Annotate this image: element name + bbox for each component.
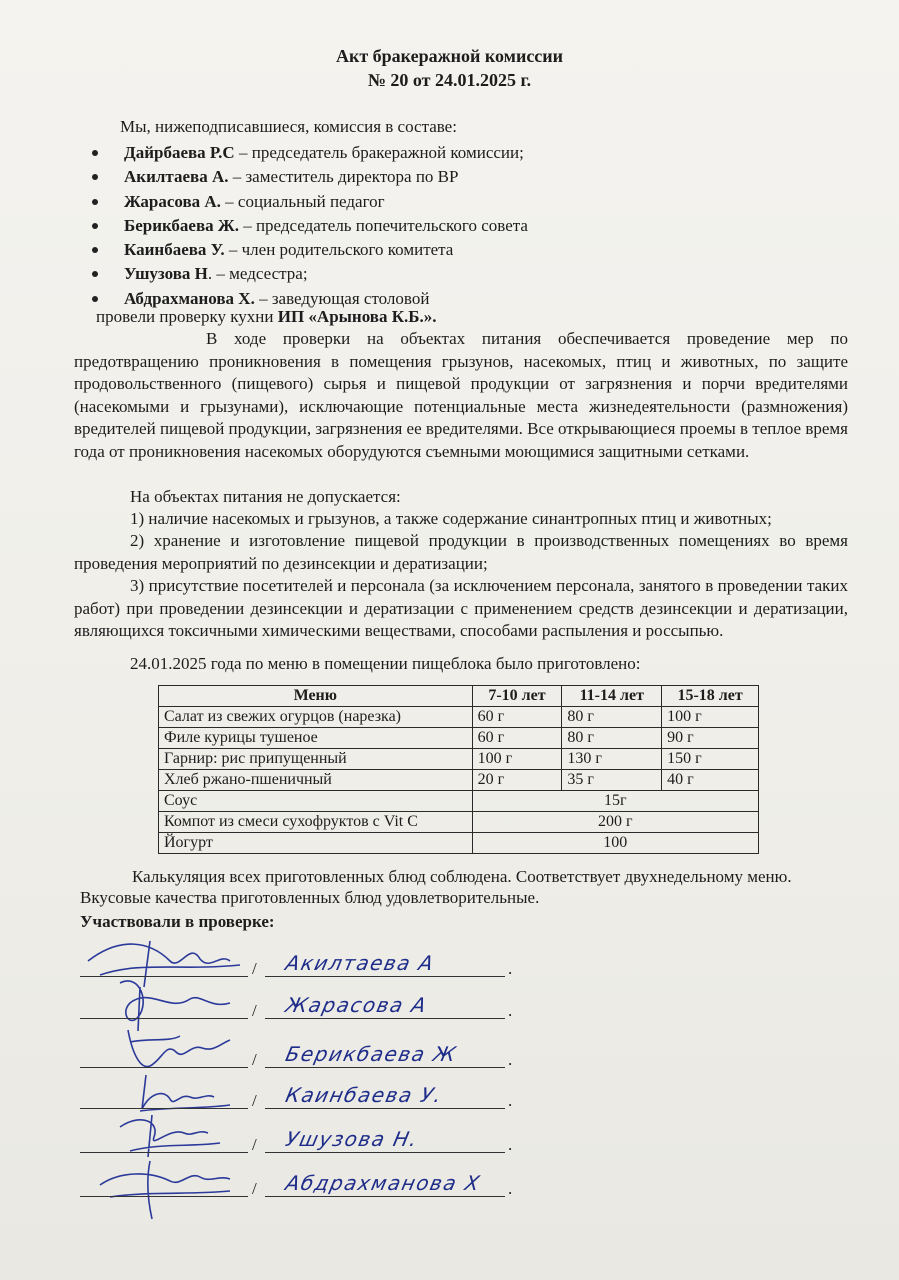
signature-row <box>80 987 520 1027</box>
handwritten-name: Акилтаева А <box>283 951 437 975</box>
member-name: Каинбаева У. <box>124 240 225 260</box>
member-role: – заведующая столовой <box>254 288 430 308</box>
portion-cell: 100 г <box>662 707 759 728</box>
separator-slash: / <box>252 1179 257 1198</box>
portion-cell-merged: 15г <box>472 791 758 812</box>
member-item <box>86 165 528 189</box>
paragraph-measures: В ходе проверки на объектах питания обеспечивается проведение мер по предотвращению проникновения в помещения грызунов, насекомых, птиц и животных, по защите продовольственного (пищевого) сырья и пищевой продукции от загрязнения и порчи вредителями (насекомыми и грызунами), исключающие потенциальные места жизнедеятельности (размножения) вредителей пищевой продукции, загрязнения ее вредителями. Все открывающиеся проемы в теплое время года от проникновения насекомых оборудуются съемными моющимися защитными сетками. <box>74 329 848 461</box>
member-name: Акилтаева А. <box>124 167 229 187</box>
conclusion-text: Калькуляция всех приготовленных блюд соблюдена. Соответствует двухнедельному меню. Вкусовые качества приготовленных блюд удовлетворительные. <box>80 867 792 907</box>
member-item <box>86 141 528 165</box>
member-name: Берикбаева Ж. <box>124 215 239 235</box>
portion-cell: 60 г <box>472 728 562 749</box>
signature-row <box>80 1165 520 1205</box>
portion-cell: 80 г <box>562 728 662 749</box>
bullet-icon <box>92 199 98 205</box>
member-name: Ушузова Н <box>124 264 208 284</box>
line-end-dot: . <box>508 1179 513 1198</box>
member-item <box>86 214 528 238</box>
dish-cell: Хлеб ржано-пшеничный <box>159 770 473 791</box>
paragraph-item-2: 2) хранение и изготовление пищевой продукции в производственных помещениях во время проведения мероприятий по дезинсекции и дератизации; <box>74 531 848 573</box>
dish-cell: Йогурт <box>159 833 473 854</box>
name-line <box>265 1196 505 1197</box>
separator-slash: / <box>252 1091 257 1110</box>
handwritten-name: Каинбаева У. <box>283 1083 445 1107</box>
name-line <box>265 1067 505 1068</box>
portion-cell: 90 г <box>662 728 759 749</box>
signature-line <box>80 1018 248 1019</box>
handwritten-name: Абдрахманова Х <box>283 1171 483 1195</box>
portion-cell: 80 г <box>562 707 662 728</box>
bullet-icon <box>92 296 98 302</box>
portion-cell: 150 г <box>662 749 759 770</box>
portion-cell-merged: 200 г <box>472 812 758 833</box>
portion-cell: 130 г <box>562 749 662 770</box>
intro-text: Мы, нижеподписавшиеся, комиссия в составе: <box>120 117 457 136</box>
dish-cell: Компот из смеси сухофруктов с Vit C <box>159 812 473 833</box>
line-end-dot: . <box>508 1091 513 1110</box>
member-role: . – медсестра; <box>207 264 308 284</box>
line-end-dot: . <box>508 959 513 978</box>
table-row <box>159 812 759 833</box>
dish-cell: Гарнир: рис припущенный <box>159 749 473 770</box>
bullet-icon <box>92 150 98 156</box>
table-row <box>159 770 759 791</box>
separator-slash: / <box>252 1050 257 1069</box>
table-row <box>159 791 759 812</box>
name-line <box>265 1152 505 1153</box>
member-role: – член родительского комитета <box>224 240 454 260</box>
name-line <box>265 976 505 977</box>
signature-scribble <box>80 1151 250 1221</box>
member-role: – председатель попечительского совета <box>238 215 528 235</box>
handwritten-name: Ушузова Н. <box>283 1127 421 1151</box>
table-row <box>159 749 759 770</box>
handwritten-name: Жарасова А <box>283 993 430 1017</box>
portion-cell: 35 г <box>562 770 662 791</box>
member-role: – председатель бракеражной комиссии; <box>234 143 524 162</box>
table-row <box>159 833 759 854</box>
member-item <box>86 262 528 286</box>
portion-cell-merged: 100 <box>472 833 758 854</box>
column-header: 11-14 лет <box>562 686 662 707</box>
member-name: Дайрбаева Р.С <box>124 143 235 162</box>
table-row <box>159 728 759 749</box>
separator-slash: / <box>252 1001 257 1020</box>
portion-cell: 20 г <box>472 770 562 791</box>
table-row <box>159 707 759 728</box>
inspection-prefix: провели проверку кухни <box>96 307 278 326</box>
member-name: Абдрахманова Х. <box>124 288 255 308</box>
member-item <box>86 238 528 262</box>
member-item <box>86 190 528 214</box>
paragraph-item-1: 1) наличие насекомых и грызунов, а также содержание синантропных птиц и животных; <box>130 509 772 528</box>
separator-slash: / <box>252 1135 257 1154</box>
participants-label: Участвовали в проверке: <box>80 912 275 931</box>
bullet-icon <box>92 174 98 180</box>
table-header-row <box>159 686 759 707</box>
portion-cell: 40 г <box>662 770 759 791</box>
document-title: Акт бракеражной комиссии <box>335 46 564 66</box>
name-line <box>265 1108 505 1109</box>
paragraph-menu-intro: 24.01.2025 года по меню в помещении пищеблока было приготовлено: <box>130 654 641 673</box>
separator-slash: / <box>252 959 257 978</box>
line-end-dot: . <box>508 1135 513 1154</box>
member-role: – заместитель директора по ВР <box>228 167 459 187</box>
handwritten-name: Берикбаева Ж <box>283 1042 460 1066</box>
commission-members-list <box>86 141 528 311</box>
dish-cell: Соус <box>159 791 473 812</box>
member-role: – социальный педагог <box>220 191 385 211</box>
paragraph-not-allowed: На объектах питания не допускается: <box>130 487 401 506</box>
bullet-icon <box>92 271 98 277</box>
menu-table <box>158 685 759 854</box>
dish-cell: Филе курицы тушеное <box>159 728 473 749</box>
line-end-dot: . <box>508 1050 513 1069</box>
column-header: Меню <box>159 686 473 707</box>
inspection-statement <box>96 307 437 327</box>
column-header: 15-18 лет <box>662 686 759 707</box>
document-number: № 20 от 24.01.2025 г. <box>367 70 532 90</box>
paragraph-item-3: 3) присутствие посетителей и персонала (за исключением персонала, занятого в проведении таких работ) при проведении дезинсекции и дератизации с применением средств дезинсекции и дератизации, являющихся токсичными химическими веществами, способами распыления и россыпью. <box>74 576 848 641</box>
line-end-dot: . <box>508 1001 513 1020</box>
name-line <box>265 1018 505 1019</box>
column-header: 7-10 лет <box>472 686 562 707</box>
dish-cell: Салат из свежих огурцов (нарезка) <box>159 707 473 728</box>
portion-cell: 100 г <box>472 749 562 770</box>
member-name: Жарасова А. <box>124 191 221 211</box>
bullet-icon <box>92 247 98 253</box>
portion-cell: 60 г <box>472 707 562 728</box>
signature-line <box>80 1196 248 1197</box>
bullet-icon <box>92 223 98 229</box>
inspected-entity: ИП «Арынова К.Б.». <box>277 307 437 326</box>
